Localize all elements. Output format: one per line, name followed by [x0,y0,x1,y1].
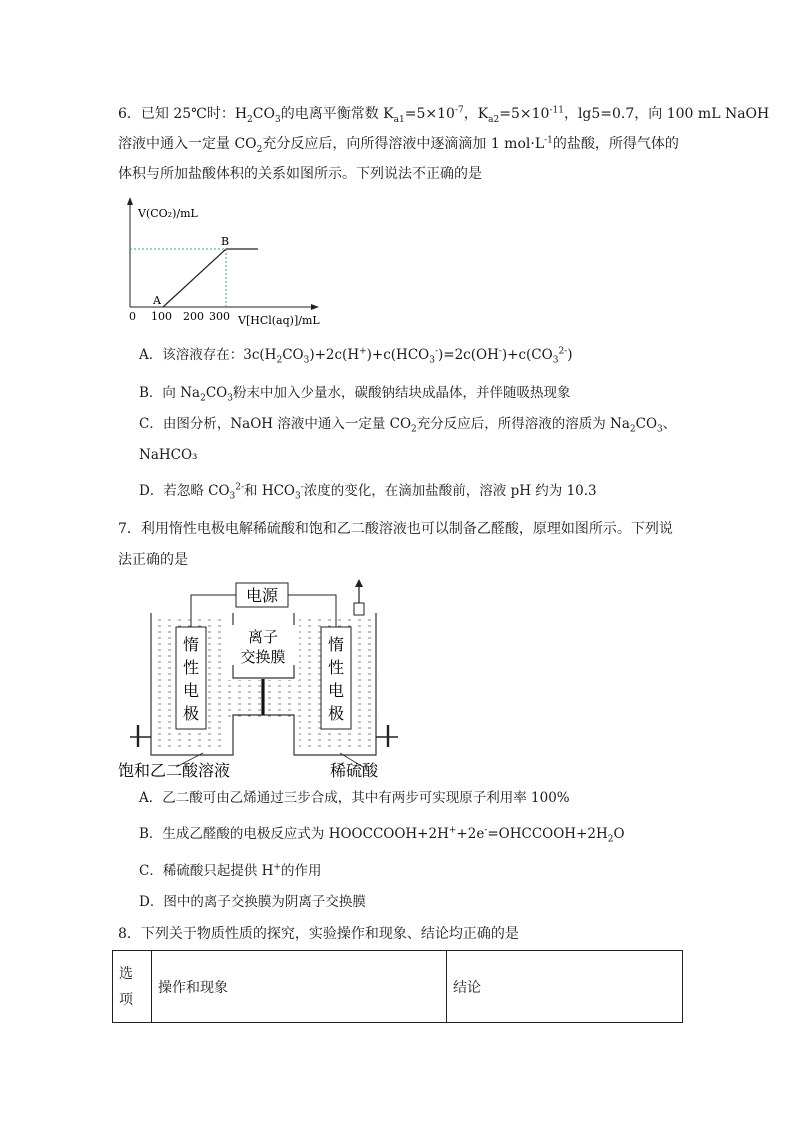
y-axis-label: V(CO₂)/mL [138,207,198,220]
tick-label-100: 100 [151,310,172,323]
tick-label-200: 200 [183,310,204,323]
header-conclusion: 结论 [447,951,683,1023]
q7-stem-line2: 法正确的是 [118,552,188,568]
svg-text:性: 性 [327,658,345,677]
x-axis-arrow [311,304,319,310]
svg-text:电: 电 [182,681,200,700]
q6-option-b: B．向 $Na_2CO_3$粉末中加入少量水，碳酸钠结块成晶体，并伴随吸热现象 [139,385,571,404]
svg-text:惰: 惰 [327,635,345,654]
svg-text:电: 电 [327,681,345,700]
q7-option-b: B．生成乙醛酸的电极反应式为 $HOOCCOOH+2H^++2e^-=OHCCOOH+2H_2O$ [139,825,625,845]
q6-option-c-line2: NaHCO₃ [139,447,198,463]
q7-electrolysis-diagram [118,575,408,785]
q7-option-c: C．稀硫酸只起提供 H+的作用 [139,862,322,879]
q6-option-d: D．若忽略 $CO_3^{2-}$和 $HCO_3^-$浓度的变化，在滴加盐酸前，溶液 pH 约为 10.3 [139,482,597,502]
q7-option-d: D．图中的离子交换膜为阴离子交换膜 [139,894,366,910]
q8-stem: 8．下列关于物质性质的探究，实验操作和现象、结论均正确的是 [118,926,519,942]
left-solution-label: 饱和乙二酸溶液 [118,761,231,780]
svg-text:极: 极 [327,704,345,723]
header-option: 选 项 [113,951,152,1023]
point-a-label: A [153,294,161,307]
membrane-label-2: 交换膜 [240,648,286,666]
q6-stem-line2: 溶液中通入一定量 $CO_2$充分反应后，向所得溶液中逐滴滴加 1 $mol\cdot L^{-1}$的盐酸，所得气体的 [118,135,679,155]
header-operation: 操作和现象 [152,951,447,1023]
q6-stem-line1: 6．已知 25℃时：$H_2CO_3$的电离平衡常数 $K_{a1}=5\times 10^{-7}$，$K_{a2}=5\times 10^{-11}$，lg5=0.7，向 100 mL NaOH [118,105,770,125]
q6-option-c-line1: C．由图分析，NaOH 溶液中通入一定量 $CO_2$充分反应后，所得溶液的溶质为 $Na_2CO_3$、 [139,416,677,435]
gas-outlet [354,603,364,615]
point-b-label: B [221,235,230,248]
q7-stem-line1: 7．利用惰性电极电解稀硫酸和饱和乙二酸溶液也可以制备乙醛酸，原理如图所示。下列说 [118,521,673,537]
table-header-row [113,951,683,1023]
svg-text:惰: 惰 [182,635,200,654]
q6-option-a: A．该溶液存在：$3c(H_2CO_3)+2c(H^+)+c(HCO_3^-)=2c(OH^-)+c(CO_3^{2-})$ [139,346,573,366]
membrane-label-1: 离子 [247,628,279,646]
q6-co2-graph [120,195,340,330]
power-source-label: 电源 [245,586,279,605]
q8-table [112,950,683,1023]
q6-stem-line3: 体积与所加盐酸体积的关系如图所示。下列说法不正确的是 [118,166,482,182]
q7-option-a: A．乙二酸可由乙烯通过三步合成，其中有两步可实现原子利用率 100% [139,790,570,806]
origin-label: 0 [129,310,136,323]
svg-text:性: 性 [182,658,200,677]
data-line [163,249,226,307]
svg-text:极: 极 [182,704,200,723]
x-axis-label: V[HCl(aq)]/mL [238,314,320,327]
right-solution-label: 稀硫酸 [330,761,379,780]
tick-label-300: 300 [209,310,230,323]
y-axis-arrow [127,197,133,205]
